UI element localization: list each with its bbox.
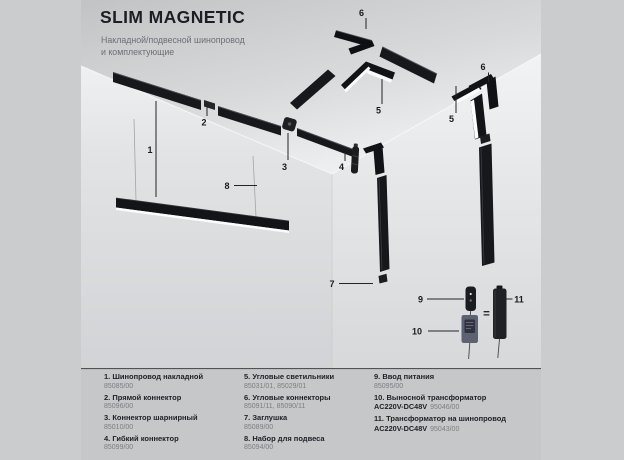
callout-label-11: 11 — [514, 294, 524, 305]
track-transformer-top — [497, 286, 503, 290]
legend-item — [374, 393, 539, 413]
callout-label-3: 3 — [281, 162, 288, 172]
legend-item-code: 85010/00 — [104, 423, 134, 431]
callout-label-4: 4 — [338, 162, 345, 172]
callout-label-1: 1 — [147, 145, 153, 155]
legend-item-name: 1. Шинопровод накладной — [104, 372, 204, 381]
subtitle-line-2: и комплектующие — [101, 46, 175, 57]
power-input-dot — [470, 293, 472, 295]
page-title: SLIM MAGNETIC — [100, 7, 246, 27]
legend-item-name: 8. Набор для подвеса — [244, 433, 325, 443]
legend-item — [374, 372, 539, 391]
callout-label-5a: 5 — [375, 105, 382, 116]
legend-item-name: 7. Заглушка — [244, 413, 288, 423]
legend-item-name: 9. Ввод питания — [374, 372, 435, 381]
callout-label-9: 9 — [417, 294, 424, 305]
legend-item-code: 85089/00 — [244, 423, 274, 431]
callout-label-6a: 6 — [358, 8, 365, 18]
legend-item-name: 11. Трансформатор на шинопровод — [374, 414, 507, 424]
callout-label-7: 7 — [329, 279, 335, 289]
legend-item-name: 2. Прямой коннектор — [104, 392, 182, 402]
legend-item-code: 85085/00 — [104, 382, 134, 390]
legend-item — [374, 414, 539, 434]
callout-label-10: 10 — [411, 326, 423, 337]
callout-label-5b: 5 — [448, 114, 455, 124]
legend-item-name: 3. Коннектор шарнирный — [104, 413, 198, 423]
legend-item-name: 10. Выносной трансформатор — [374, 392, 487, 402]
legend-item — [244, 434, 409, 453]
legend-item-code: 85096/00 — [104, 403, 134, 411]
page-subtitle — [101, 35, 245, 59]
power-input — [466, 287, 477, 312]
legend-item-name: 5. Угловые светильники — [244, 372, 335, 381]
subtitle-line-1: Накладной/подвесной шинопровод — [101, 35, 245, 45]
callout-label-6b: 6 — [480, 62, 486, 72]
legend-item-code: 85094/00 — [244, 444, 274, 452]
callout-label-8: 8 — [224, 181, 230, 191]
legend-item-code: 85095/00 — [374, 382, 404, 390]
legend-item-code: 85031/01, 85029/01 — [244, 382, 307, 390]
transformer-label — [465, 320, 476, 334]
legend-item-name: 4. Гибкий коннектор — [104, 433, 179, 443]
callout-label-2: 2 — [201, 117, 207, 128]
legend-item-code: AC220V-DC48V 95043/00 — [374, 423, 460, 433]
legend-item-code: 85099/00 — [104, 444, 134, 452]
equals-sign: = — [483, 308, 490, 321]
legend-item-name: 6. Угловые коннекторы — [244, 392, 331, 402]
legend-item-code: AC220V-DC48V 95046/00 — [374, 402, 460, 412]
power-input-dot — [470, 299, 472, 301]
legend-column-3 — [374, 372, 539, 436]
legend-divider — [81, 368, 541, 369]
legend-item-code: 85091/11, 85090/11 — [244, 403, 306, 411]
